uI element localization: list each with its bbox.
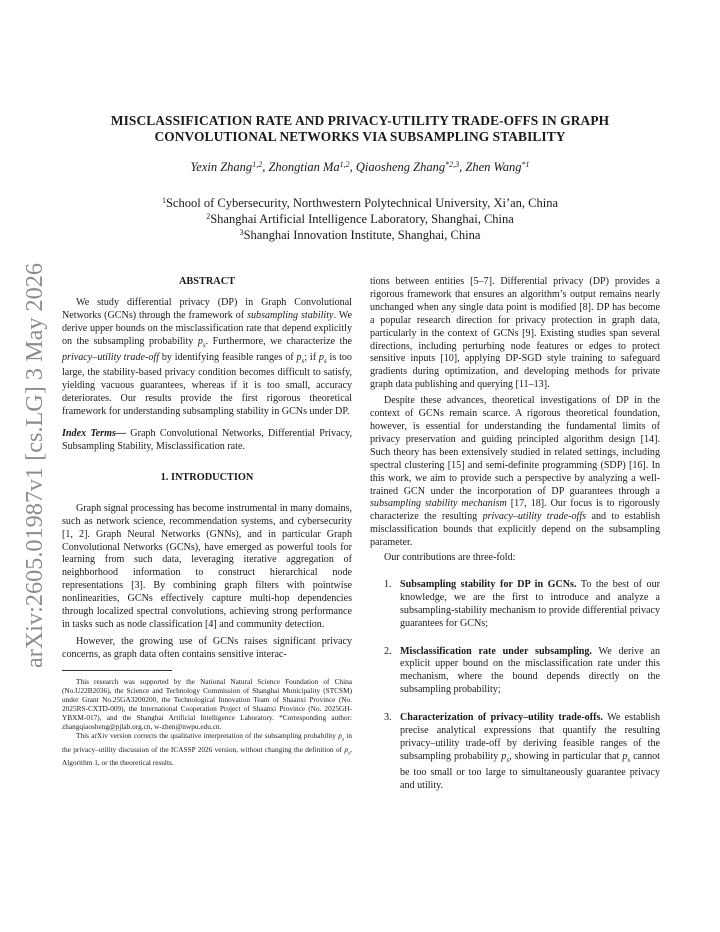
right-column [370,276,660,793]
author-list: Yexin Zhang$^{1,2}$, Zhongtian Ma$^{1,2}$, Qiaosheng Zhang$^{*2,3}$, Zhen Wang$^{*1}$ [190,160,530,174]
abstract-heading: ABSTRACT [178,276,236,287]
author-affil-sup: *1 [521,160,530,169]
affiliation-2: $^2$Shanghai Artificial Intelligence Laboratory, Shanghai, China [206,212,514,226]
intro-paragraph-2: However, the growing use of GCNs raises significant privacy concerns, as graph data often contains sensitive interac- [62,635,352,660]
title-line-2: CONVOLUTIONAL NETWORKS VIA SUBSAMPLING STABILITY [154,129,566,144]
contributions-intro: Our contributions are three-fold: [384,552,516,564]
author-name: Zhongtian Ma [268,160,340,174]
intro-paragraph-1: Graph signal processing has become instrumental in many domains, such as network science, recommendation systems, and cybersecurity [1, 2]. Graph Neural Networks (GNNs), and in particular Graph Convolutional Networks (GCNs), have emerged as powerful tools for learning from such data, leveraging iterative aggregation of neighborhood information to construct hierarchical node representations [3]. By combining graph filters with pointwise nonlinearities, GCNs effectively capture multi-hop dependencies through localized spectral convolutions, achieving strong performance in tasks such as node classification [4] and community detection. [62,502,352,630]
math-ps: $p_s$ [197,335,206,349]
footnote-funding: This research was supported by the National Natural Science Foundation of China (No.U22B2036), the Science and Technology Commission of Shanghai Municipality (STCSM) under Grant No.25GA3200200, the Technological Innovation Team of Shaanxi Province (No. 2025RS-CXTD-009), the International Cooperation Project of Shaanxi Province (No. 2025GH-YBXM-017), and the Shanghai Artificial Intelligence Laboratory. *Corresponding author: zhangqiaosheng@pjlab.org.cn, w-zhen@nwpu.edu.cn. [62,676,352,732]
footnote-rule [62,670,172,671]
arxiv-identifier-stamp [8,258,58,678]
list-item: 2. Misclassification rate under subsampling. We derive an explicit upper bound on the misclassification rate under this mechanism, where the bound depends directly on the subsampling probability; [384,645,660,696]
author-affil-sup: *2,3 [445,160,460,169]
contributions-list [370,579,660,793]
author-name: Zhen Wang [465,160,522,174]
math-ps: $p_s$ [296,351,305,365]
left-column [62,276,352,767]
footnote-arxiv-correction: This arXiv version corrects the qualitative interpretation of the subsampling probability $p_s$ in the privacy–utility discussion of the ICASSP 2026 version, without changing the definition of $p_s$, Algorithm 1, or the theoretical results. [62,731,353,768]
affiliation-3: $^3$Shanghai Innovation Institute, Shanghai, China [239,228,481,242]
list-item: 3. Characterization of privacy–utility trade-offs. We establish precise analytical expressions that quantify the resulting privacy–utility trade-off by deriving feasible ranges of the subsampling probability $p_s$, showing in particular that $p_s$ cannot be too small or too large to simultaneously guarantee privacy and utility. [384,712,660,791]
author-affil-sup: 1,2 [252,160,263,169]
title-line-1: MISCLASSIFICATION RATE AND PRIVACY-UTILITY TRADE-OFFS IN GRAPH [110,113,610,128]
introduction-heading: 1. INTRODUCTION [160,471,254,483]
body-paragraph-theory: Despite these advances, theoretical investigations of DP in the context of GCNs remain scarce. A rigorous theoretical foundation, however, is essential for understanding the fundamental limits of privacy preservation and guiding principled algorithm design [14]. Such theory has been extensively studied in related settings, including spectral clustering [15] and semi-definite programming (SDP) [16]. In this work, we aim to provide such a perspective by analyzing a well-trained GCN under the incorporation of DP guarantees through a subsampling stability mechanism [17, 18]. Our focus is to rigorously characterize the resulting privacy–utility trade-offs and to establish misclassification bounds that explicitly depend on the subsampling parameter. [370,395,660,549]
abstract-text: We study differential privacy (DP) in Graph Convolutional Networks (GCNs) through the framework of subsampling stability. We derive upper bounds on the misclassification rate that depend explicitly on the subsampling probability $p_s$. Furthermore, we characterize the privacy–utility trade-off by identifying feasible ranges of $p_s$; if $p_s$ is too large, the stability-based privacy condition becomes difficult to satisfy, yielding vacuous guarantees, whereas if it is too small, accuracy deteriorates. Our results provide the first rigorous theoretical framework for understanding subsampling stability in GCNs under DP. [62,296,352,418]
math-ps: $p_s$ [318,351,327,365]
author-affil-sup: 1,2 [339,160,350,169]
arxiv-id-text: arXiv:2605.01987v1 [cs.LG] 3 May 2026 [22,266,48,668]
author-name: Qiaosheng Zhang [355,160,446,174]
author-name: Yexin Zhang [190,160,253,174]
affiliation-list [70,195,650,243]
affiliation-1: $^1$School of Cybersecurity, Northwestern Polytechnical University, Xi’an, China [161,196,559,210]
paper-title [70,113,650,145]
list-item: 1. Subsampling stability for DP in GCNs. To the best of our knowledge, we are the first to introduce and analyze a subsampling-stability mechanism to provide differential privacy guarantees for GCNs; [384,578,660,629]
body-paragraph-dp: tions between entities [5–7]. Differential privacy (DP) provides a rigorous framework that ensures an algorithm’s output remains nearly unchanged when any single data point is modified [8]. DP has become a popular research direction for privacy protection in graph data, particularly in the context of GCNs [9]. Existing studies span several directions, including perturbing node features or edges to protect sensitive inputs [10], applying DP-SGD style training to safeguard gradients during optimization, and developing methods for private graph data publishing and querying [11–13]. [370,276,660,391]
index-terms: Index Terms— Graph Convolutional Networks, Differential Privacy, Subsampling Stability, Misclassification rate. [62,428,352,452]
